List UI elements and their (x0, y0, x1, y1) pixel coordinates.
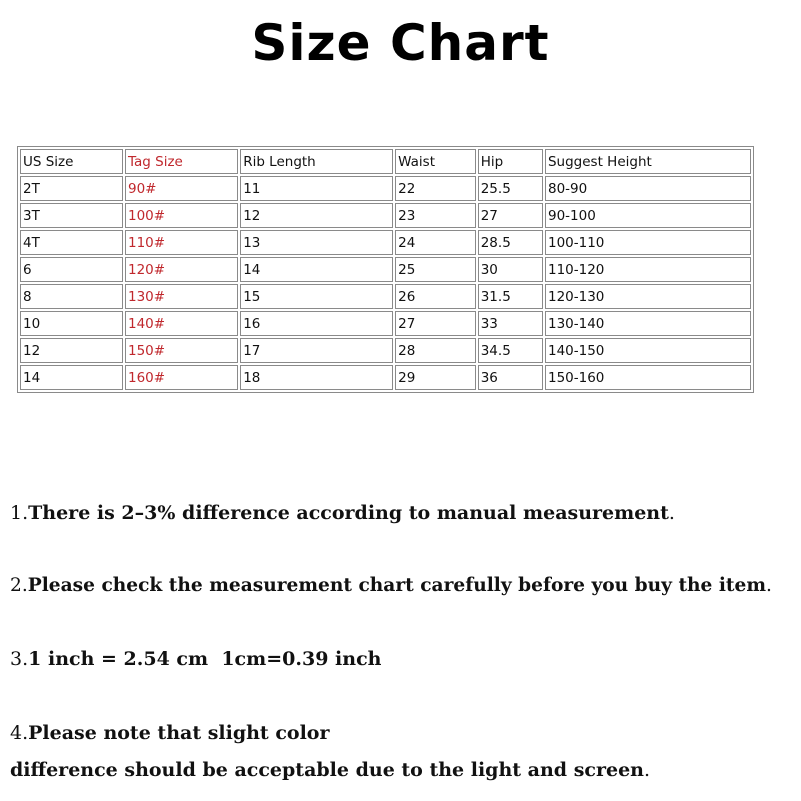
cell-rib-length: 12 (240, 203, 393, 228)
cell-us-size: 4T (20, 230, 123, 255)
table-row (20, 230, 751, 255)
cell-suggest-height: 100-110 (545, 230, 751, 255)
cell-hip: 36 (478, 365, 543, 390)
cell-hip: 33 (478, 311, 543, 336)
note-3 (10, 648, 381, 670)
note-text: Please check the measurement chart carefully before you buy the item (27, 575, 767, 596)
cell-rib-length: 17 (240, 338, 393, 363)
cell-tag-size: 120# (125, 257, 238, 282)
header-tag-size: Tag Size (125, 149, 238, 174)
note-number: 1. (10, 502, 29, 524)
note-period: . (668, 502, 675, 524)
cell-waist: 22 (395, 176, 476, 201)
cell-suggest-height: 150-160 (545, 365, 751, 390)
cell-tag-size: 90# (125, 176, 238, 201)
cell-us-size: 8 (20, 284, 123, 309)
cell-tag-size: 130# (125, 284, 238, 309)
cell-tag-size: 140# (125, 311, 238, 336)
note-4 (10, 722, 329, 744)
table-header-row (20, 149, 751, 174)
cell-suggest-height: 110-120 (545, 257, 751, 282)
cell-us-size: 12 (20, 338, 123, 363)
note-period: . (766, 575, 772, 596)
cell-hip: 31.5 (478, 284, 543, 309)
page-title: Size Chart (251, 14, 550, 72)
note-number: 4. (10, 722, 29, 744)
cell-rib-length: 16 (240, 311, 393, 336)
table-row (20, 176, 751, 201)
header-rib-length: Rib Length (240, 149, 393, 174)
table-row (20, 284, 751, 309)
cell-waist: 23 (395, 203, 476, 228)
note-4-continued (10, 759, 650, 781)
cell-hip: 34.5 (478, 338, 543, 363)
table-row (20, 311, 751, 336)
table-row (20, 257, 751, 282)
cell-waist: 27 (395, 311, 476, 336)
cell-waist: 25 (395, 257, 476, 282)
note-text-line1: Please note that slight color (28, 722, 330, 744)
table-row (20, 338, 751, 363)
cell-tag-size: 150# (125, 338, 238, 363)
cell-suggest-height: 90-100 (545, 203, 751, 228)
cell-tag-size: 160# (125, 365, 238, 390)
cell-hip: 28.5 (478, 230, 543, 255)
header-hip: Hip (478, 149, 543, 174)
cell-us-size: 14 (20, 365, 123, 390)
cell-rib-length: 11 (240, 176, 393, 201)
cell-tag-size: 110# (125, 230, 238, 255)
note-text-line2: difference should be acceptable due to the light and screen (10, 759, 644, 781)
cell-waist: 24 (395, 230, 476, 255)
cell-us-size: 3T (20, 203, 123, 228)
note-number: 2. (10, 575, 28, 596)
cell-us-size: 10 (20, 311, 123, 336)
cell-suggest-height: 130-140 (545, 311, 751, 336)
size-chart-table (17, 146, 754, 393)
cell-waist: 29 (395, 365, 476, 390)
cell-waist: 28 (395, 338, 476, 363)
note-number: 3. (10, 648, 29, 670)
note-period: . (643, 759, 651, 781)
header-waist: Waist (395, 149, 476, 174)
note-1 (10, 502, 675, 524)
note-text: There is 2–3% difference according to manual measurement (28, 502, 669, 524)
cell-hip: 30 (478, 257, 543, 282)
cell-hip: 25.5 (478, 176, 543, 201)
cell-suggest-height: 120-130 (545, 284, 751, 309)
note-text: 1 inch = 2.54 cm 1cm=0.39 inch (28, 648, 382, 670)
cell-suggest-height: 140-150 (545, 338, 751, 363)
header-suggest-height: Suggest Height (545, 149, 751, 174)
table-row (20, 365, 751, 390)
cell-tag-size: 100# (125, 203, 238, 228)
table-row (20, 203, 751, 228)
cell-hip: 27 (478, 203, 543, 228)
cell-rib-length: 18 (240, 365, 393, 390)
cell-suggest-height: 80-90 (545, 176, 751, 201)
cell-waist: 26 (395, 284, 476, 309)
note-2 (10, 575, 772, 596)
cell-us-size: 6 (20, 257, 123, 282)
cell-us-size: 2T (20, 176, 123, 201)
cell-rib-length: 14 (240, 257, 393, 282)
header-us-size: US Size (20, 149, 123, 174)
cell-rib-length: 13 (240, 230, 393, 255)
cell-rib-length: 15 (240, 284, 393, 309)
